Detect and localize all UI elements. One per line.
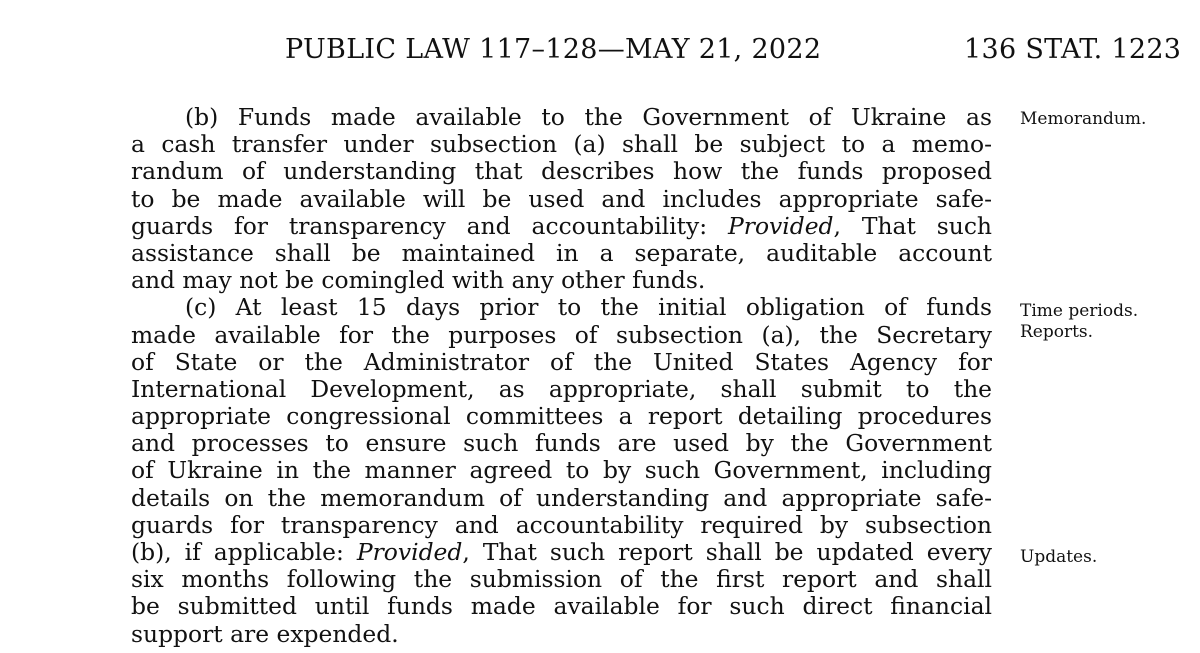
text-line: randum of understanding that describes how the funds proposed	[131, 157, 992, 186]
text-line: (b) Funds made available to the Government of Ukraine as	[185, 103, 992, 131]
proviso-italic: Provided	[728, 211, 834, 240]
text-line: made available for the purposes of subsection (a), the Secretary	[131, 320, 992, 349]
text-segment: , That such report shall be updated every	[462, 538, 992, 566]
paragraph-b	[131, 104, 992, 294]
text-line: be submitted until funds made available for such direct financial	[131, 592, 992, 621]
stat-page-number: 136 STAT. 1223	[964, 34, 1182, 65]
text-line: of Ukraine in the manner agreed to by such Government, including	[131, 456, 992, 485]
text-segment: (b), if applicable:	[131, 538, 357, 566]
margin-note-time-periods: Time periods.	[1020, 301, 1139, 321]
statute-body	[131, 104, 992, 648]
text-line: and processes to ensure such funds are used by the Government	[131, 429, 992, 458]
text-line	[131, 213, 992, 240]
proviso-italic: Provided	[356, 538, 463, 566]
text-line: assistance shall be maintained in a separate, auditable account	[131, 238, 992, 267]
text-segment: , That such	[833, 211, 992, 240]
text-segment: guards for transparency and accountability:	[131, 211, 729, 240]
text-line: to be made available will be used and includes appropriate safe-	[131, 184, 992, 213]
text-line: six months following the submission of the first report and shall	[131, 565, 992, 594]
text-line	[131, 539, 992, 566]
text-line: guards for transparency and accountability required by subsection	[131, 510, 992, 539]
text-line: (c) At least 15 days prior to the initial obligation of funds	[185, 293, 992, 322]
running-header	[0, 34, 1200, 74]
paragraph-c	[131, 294, 992, 647]
margin-note-updates: Updates.	[1020, 547, 1098, 567]
text-line: a cash transfer under subsection (a) shall be subject to a memo-	[131, 130, 992, 159]
text-line: support are expended.	[131, 619, 399, 648]
public-law-heading: PUBLIC LAW 117–128—MAY 21, 2022	[285, 34, 822, 65]
text-line: of State or the Administrator of the United States Agency for	[131, 347, 992, 376]
text-line: and may not be comingled with any other funds.	[131, 266, 706, 295]
text-line: International Development, as appropriate, shall submit to the	[131, 374, 992, 403]
text-line: appropriate congressional committees a report detailing procedures	[131, 402, 992, 431]
text-line: details on the memorandum of understanding and appropriate safe-	[131, 483, 992, 512]
margin-note-memorandum: Memorandum.	[1020, 109, 1147, 129]
margin-note-reports: Reports.	[1020, 322, 1094, 342]
